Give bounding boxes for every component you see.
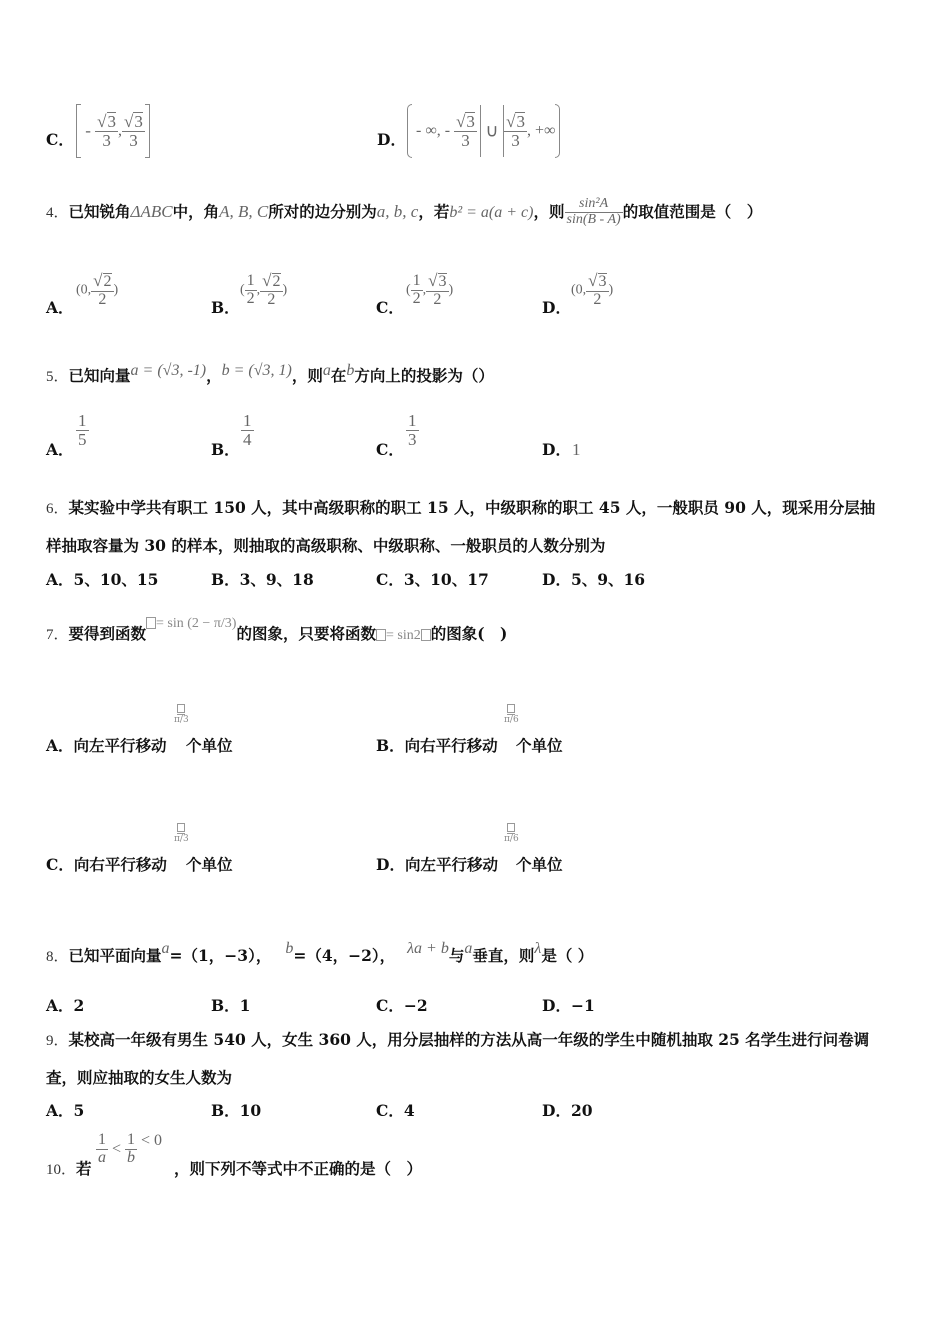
q4-stem: 4．已知锐角ΔABC中，角A, B, C所对的边分别为a, b, c，若b² = a(a + c)，则 $\frac{\text{sin²A}}{\sin(B - A)}$ 的取值范围是（ ）	[46, 196, 763, 227]
q7-option-b-unit: 个单位	[516, 736, 563, 755]
q6-option-c: C．3、10、17	[376, 570, 489, 589]
q7-option-a: A．向左平行移动	[46, 736, 167, 755]
q8-option-a: A．2	[46, 996, 85, 1015]
q6-line2: 样抽取容量为 30 的样本，则抽取的高级职称、中级职称、一般职员的人数分别为	[46, 536, 606, 555]
q4-option-d-math: (0, $\frac{√3}{2}$ )	[571, 271, 614, 308]
q7-option-c-fraction: π/3	[174, 823, 189, 844]
q5-option-c-label: C．	[376, 440, 404, 459]
q3-option-d-math: - ∞, - $\frac{√3}{3}$ ∪ $\frac{√3}{3}$ , +∞	[407, 104, 560, 156]
q7-option-a-fraction: π/3	[174, 704, 189, 725]
q8-number: 8．	[46, 949, 69, 965]
q4-fraction: $\frac{\text{sin²A}}{\sin(B - A)}$	[566, 196, 621, 227]
q10-text: ，则下列不等式中不正确的是（ ）	[174, 1159, 423, 1178]
q7-number: 7．	[46, 627, 69, 643]
q8-option-b: B．1	[211, 996, 251, 1015]
q7-option-d: D．向左平行移动	[376, 855, 498, 874]
q7-option-b: B．向右平行移动	[376, 736, 498, 755]
q9-line2: 查，则应抽取的女生人数为	[46, 1068, 233, 1087]
q7-stem: 7．要得到函数= sin (2 − π/3)的图象，只要将函数 = sin2 的图象( )	[46, 608, 507, 648]
q8-option-d: D．−1	[542, 996, 595, 1015]
q4-option-d-label: D．	[542, 298, 571, 317]
q5-option-b-label: B．	[211, 440, 240, 459]
q4-option-a-label: A．	[46, 298, 74, 317]
q8-option-c: C．−2	[376, 996, 428, 1015]
q3-option-d-label: D．	[377, 130, 406, 149]
q6-line1: 6．某实验中学共有职工 150 人，其中高级职称的职工 15 人，中级职称的职工 45 人，一般职员 90 人，现采用分层抽	[46, 498, 876, 517]
q5-option-b-math: 1 4	[243, 411, 252, 449]
q9-number: 9．	[46, 1033, 69, 1049]
q4-option-c-label: C．	[376, 298, 404, 317]
q7-function-target: = sin (2 − π/3)	[146, 612, 236, 631]
q8-stem: 8．已知平面向量a=（1，−3）， b=（4，−2）， λa + b与a垂直，则λ是（ ）	[46, 940, 594, 965]
q7-option-d-fraction: π/6	[504, 823, 519, 844]
q6-option-d: D．5、9、16	[542, 570, 646, 589]
q3-option-c-label: C．	[46, 130, 74, 149]
q5-vector-b: b = (√3, 1)	[221, 362, 292, 379]
q9-line1: 9．某校高一年级有男生 540 人，女生 360 人，用分层抽样的方法从高一年级的学生中随机抽取 25 名学生进行问卷调	[46, 1030, 870, 1049]
q4-triangle: ΔABC	[130, 202, 173, 221]
q3-option-c-math: - $\frac{√3}{3}$ , $\frac{√3}{3}$	[76, 104, 150, 156]
q9-option-b: B．10	[211, 1101, 262, 1120]
q4-option-c-math: ( $\frac{1}{2}$ , $\frac{√3}{2}$ )	[406, 271, 454, 308]
q5-number: 5．	[46, 369, 69, 385]
q7-option-a-unit: 个单位	[186, 736, 233, 755]
q4-option-b-math: ( $\frac{1}{2}$ , $\frac{√2}{2}$ )	[240, 271, 288, 308]
q7-option-c-unit: 个单位	[186, 855, 233, 874]
q8-expression: λa + b	[407, 940, 449, 957]
q4-option-b-label: B．	[211, 298, 240, 317]
q6-option-a: A．5、10、15	[46, 570, 159, 589]
q4-option-a-math: (0, $\frac{√2}{2}$ )	[76, 271, 119, 308]
q10-number: 10．	[46, 1162, 77, 1178]
q5-option-d-label: D．	[542, 440, 571, 459]
q10-condition: $\frac{1}{a}$ < $\frac{1}{b}$ < 0	[98, 1131, 163, 1166]
q6-number: 6．	[46, 501, 69, 517]
q9-option-c: C．4	[376, 1101, 415, 1120]
q5-option-d-math: 1	[572, 440, 581, 459]
q5-stem: 5．已知向量a = (√3, -1)，b = (√3, 1)，则a在b方向上的投影为（）	[46, 362, 494, 385]
q9-option-a: A．5	[46, 1101, 85, 1120]
q7-function-source: = sin2	[376, 624, 431, 643]
q5-option-c-math: 1 3	[408, 411, 417, 449]
q5-option-a-math: 1 5	[78, 411, 87, 449]
q6-option-b: B．3、9、18	[211, 570, 314, 589]
q7-option-b-fraction: π/6	[504, 704, 519, 725]
q5-vector-a: a = (√3, -1)	[130, 362, 207, 379]
q4-number: 4．	[46, 205, 69, 221]
q4-condition: b² = a(a + c)	[449, 204, 534, 221]
q7-option-c: C．向右平行移动	[46, 855, 167, 874]
q10-number-label: 10．若	[46, 1159, 92, 1178]
q5-option-a-label: A．	[46, 440, 74, 459]
q7-option-d-unit: 个单位	[516, 855, 563, 874]
q9-option-d: D．20	[542, 1101, 593, 1120]
